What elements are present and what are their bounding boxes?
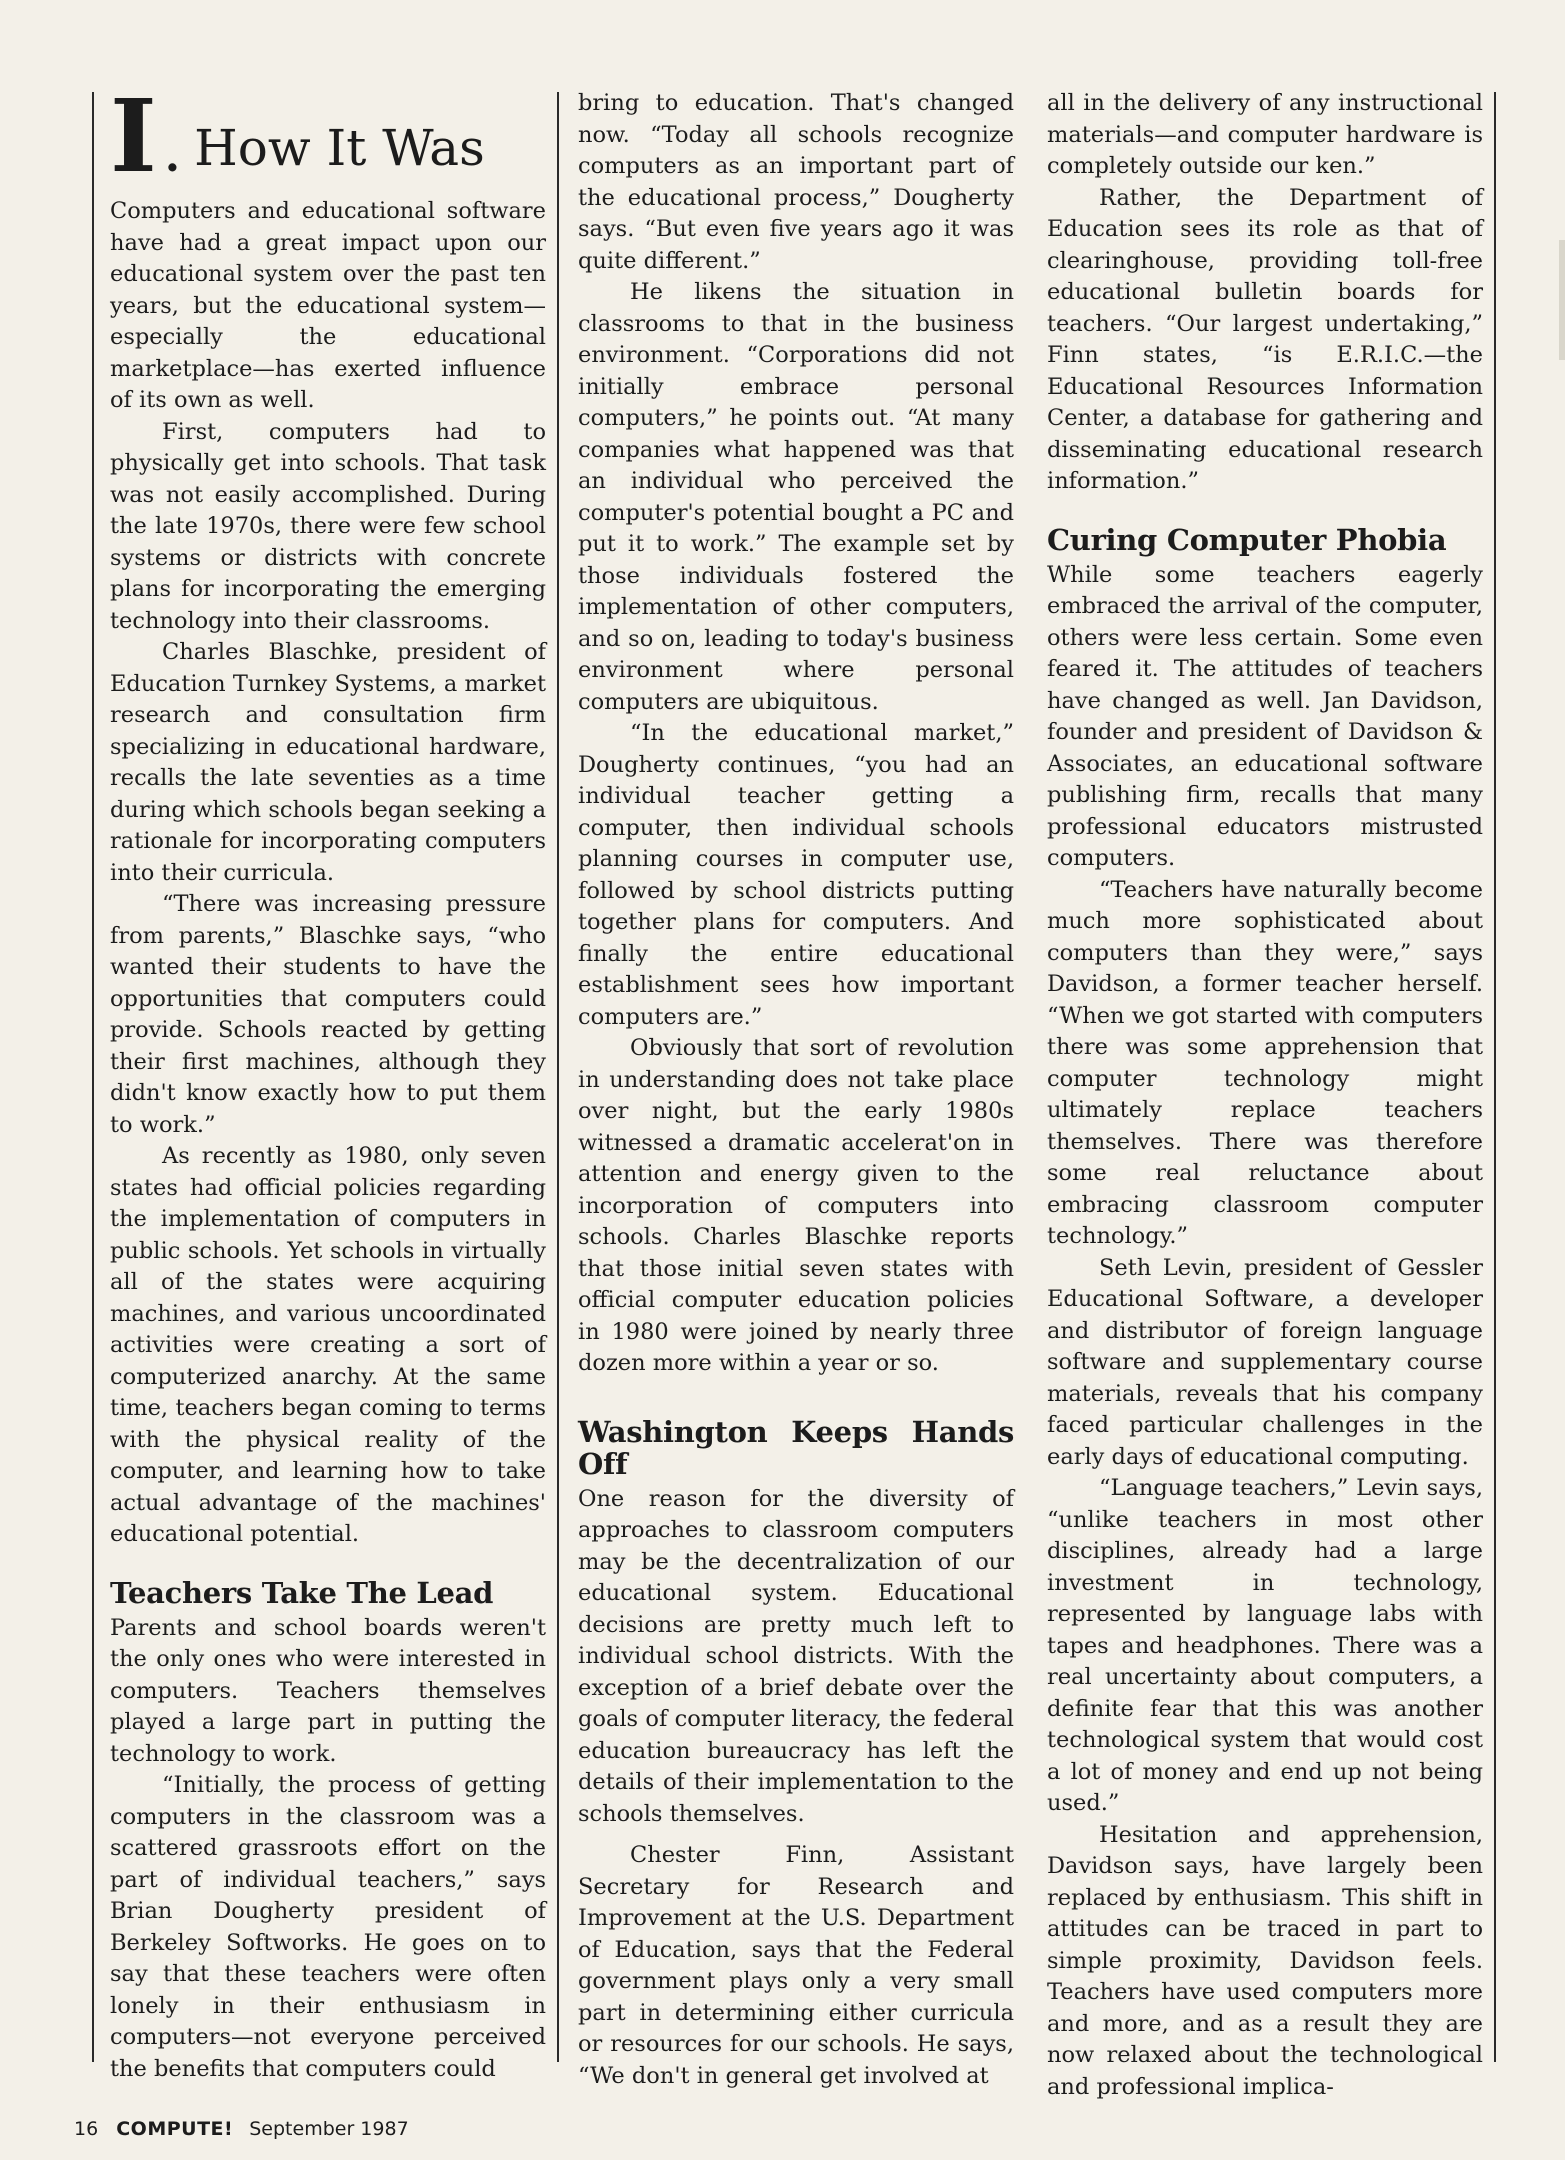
page-edge-shadow xyxy=(1559,240,1565,360)
paragraph: “Teachers have naturally become much more sophisticated about computers than they were,” says Davidson, a former teacher herself. “When we got started with computers there was some apprehension that computer technology might ultimately replace teachers themselves. There was therefore some real reluctance about embracing classroom computer technology.” xyxy=(1047,876,1483,1249)
paragraph: “Initially, the process of getting computers in the classroom was a scattered grassroots effort on the part of individual teachers,” says Brian Dougherty president of Berkeley Softworks. He goes on to say that these teachers were often lonely in their enthusiasm in computers—not everyone perceived the benefits that computers could xyxy=(110,1772,546,2082)
paragraph: Seth Levin, president of Gessler Educational Software, a developer and distributor of foreign language software and supplementary course materials, reveals that his company faced particular challenges in the early days of educational computing. xyxy=(1047,1254,1483,1470)
section-dot: . xyxy=(164,130,181,182)
column-rule-middle xyxy=(557,92,559,2062)
paragraph: Parents and school boards weren't the only ones who were interested in computers. Teachers themselves played a large part in putting the technology to work. xyxy=(110,1614,546,1767)
paragraph: One reason for the diversity of approaches to classroom computers may be the decentralization of our educational system. Educational decisions are pretty much left to individual school districts. With the exception of a brief debate over the goals of computer literacy, the federal education bureaucracy has left the details of their implementation to the schools themselves. xyxy=(578,1485,1014,1827)
paragraph: all in the delivery of any instructional materials—and computer hardware is completely outside our ken.” xyxy=(1047,90,1483,179)
paragraph: Computers and educational software have had a great impact upon our educational system over the past ten years, but the educational system—especially the educational marketplace—has exerted influence of its own as well. xyxy=(110,198,546,413)
paragraph: First, computers had to physically get into schools. That task was not easily accomplished. During the late 1970s, there were few school systems or districts with concrete plans for incorporating the emerging technology into their classrooms. xyxy=(110,418,546,634)
page-footer xyxy=(74,2118,409,2140)
column-rule-right xyxy=(1494,92,1496,2062)
paragraph: “In the educational market,” Dougherty continues, “you had an individual teacher getting a computer, then individual schools planning courses in computer use, followed by school districts putting together plans for computers. And finally the entire educational establishment sees how important computers are.” xyxy=(578,720,1014,1030)
section-numeral: I xyxy=(110,77,157,195)
column-2 xyxy=(578,88,1014,2089)
section-heading xyxy=(110,76,546,195)
issue-date: September 1987 xyxy=(249,2118,409,2140)
paragraph: He likens the situation in classrooms to that in the business environment. “Corporations did not initially embrace personal computers,” he points out. “At many companies what happened was that an individual who perceived the computer's potential bought a PC and put it to work.” The example set by those individuals fostered the implementation of other computers, and so on, leading to today's business environment where personal computers are ubiquitous. xyxy=(578,279,1014,715)
column-3 xyxy=(1047,88,1483,2100)
paragraph: Chester Finn, Assistant Secretary for Research and Improvement at the U.S. Department of Education, says that the Federal government plays only a very small part in determining either curricula or resources for our schools. He says, “We don't in general get involved at xyxy=(578,1842,1014,2089)
column-rule-left xyxy=(92,92,94,2062)
paragraph: bring to education. That's changed now. “Today all schools recognize computers as an important part of the educational process,” Dougherty says. “But even five years ago it was quite different.” xyxy=(578,90,1014,274)
paragraph: Rather, the Department of Education sees its role as that of clearinghouse, providing toll-free educational bulletin boards for teachers. “Our largest undertaking,” Finn states, “is E.R.I.C.—the Educational Resources Information Center, a database for gathering and disseminating educational research information.” xyxy=(1047,184,1483,494)
paragraph: As recently as 1980, only seven states had official policies regarding the implementation of computers in public schools. Yet schools in virtually all of the states were acquiring machines, and various uncoordinated activities were creating a sort of computerized anarchy. At the same time, teachers began coming to terms with the physical reality of the computer, and learning how to take actual advantage of the machines' educational potential. xyxy=(110,1143,546,1547)
subheading-washington-keeps-hands-off: Washington Keeps Hands Off xyxy=(578,1414,1014,1481)
subheading-teachers-take-the-lead: Teachers Take The Lead xyxy=(110,1575,494,1610)
paragraph: “Language teachers,” Levin says, “unlike teachers in most other disciplines, already had a large investment in technology, represented by language labs with tapes and headphones. There was a real uncertainty about computers, a definite fear that this was another technological system that would cost a lot of money and end up not being used.” xyxy=(1047,1475,1483,1816)
section-title: How It Was xyxy=(194,119,485,177)
paragraph: Hesitation and apprehension, Davidson says, have largely been replaced by enthusiasm. This shift in attitudes can be traced in part to simple proximity, Davidson feels. Teachers have used computers more and more, and as a result they are now relaxed about the technological and professional implica- xyxy=(1047,1821,1483,2100)
paragraph: Charles Blaschke, president of Education Turnkey Systems, a market research and consultation firm specializing in educational hardware, recalls the late seventies as a time during which schools began seeking a rationale for incorporating computers into their curricula. xyxy=(110,639,546,886)
paragraph: Obviously that sort of revolution in understanding does not take place over night, but the early 1980s witnessed a dramatic accelerat'on in attention and energy given to the incorporation of computers into schools. Charles Blaschke reports that those initial seven states with official computer education policies in 1980 were joined by nearly three dozen more within a year or so. xyxy=(578,1035,1014,1376)
paragraph: While some teachers eagerly embraced the arrival of the computer, others were less certain. Some even feared it. The attitudes of teachers have changed as well. Jan Davidson, founder and president of Davidson & Associates, an educational software publishing firm, recalls that many professional educators mistrusted computers. xyxy=(1047,561,1483,871)
page-number: 16 xyxy=(74,2118,99,2140)
magazine-name: COMPUTE! xyxy=(116,2118,234,2140)
paragraph: “There was increasing pressure from parents,” Blaschke says, “who wanted their students to have the opportunities that computers could provide. Schools reacted by getting their first machines, although they didn't know exactly how to put them to work.” xyxy=(110,891,546,1138)
subheading-curing-computer-phobia: Curing Computer Phobia xyxy=(1047,522,1447,557)
column-1 xyxy=(110,77,546,2082)
